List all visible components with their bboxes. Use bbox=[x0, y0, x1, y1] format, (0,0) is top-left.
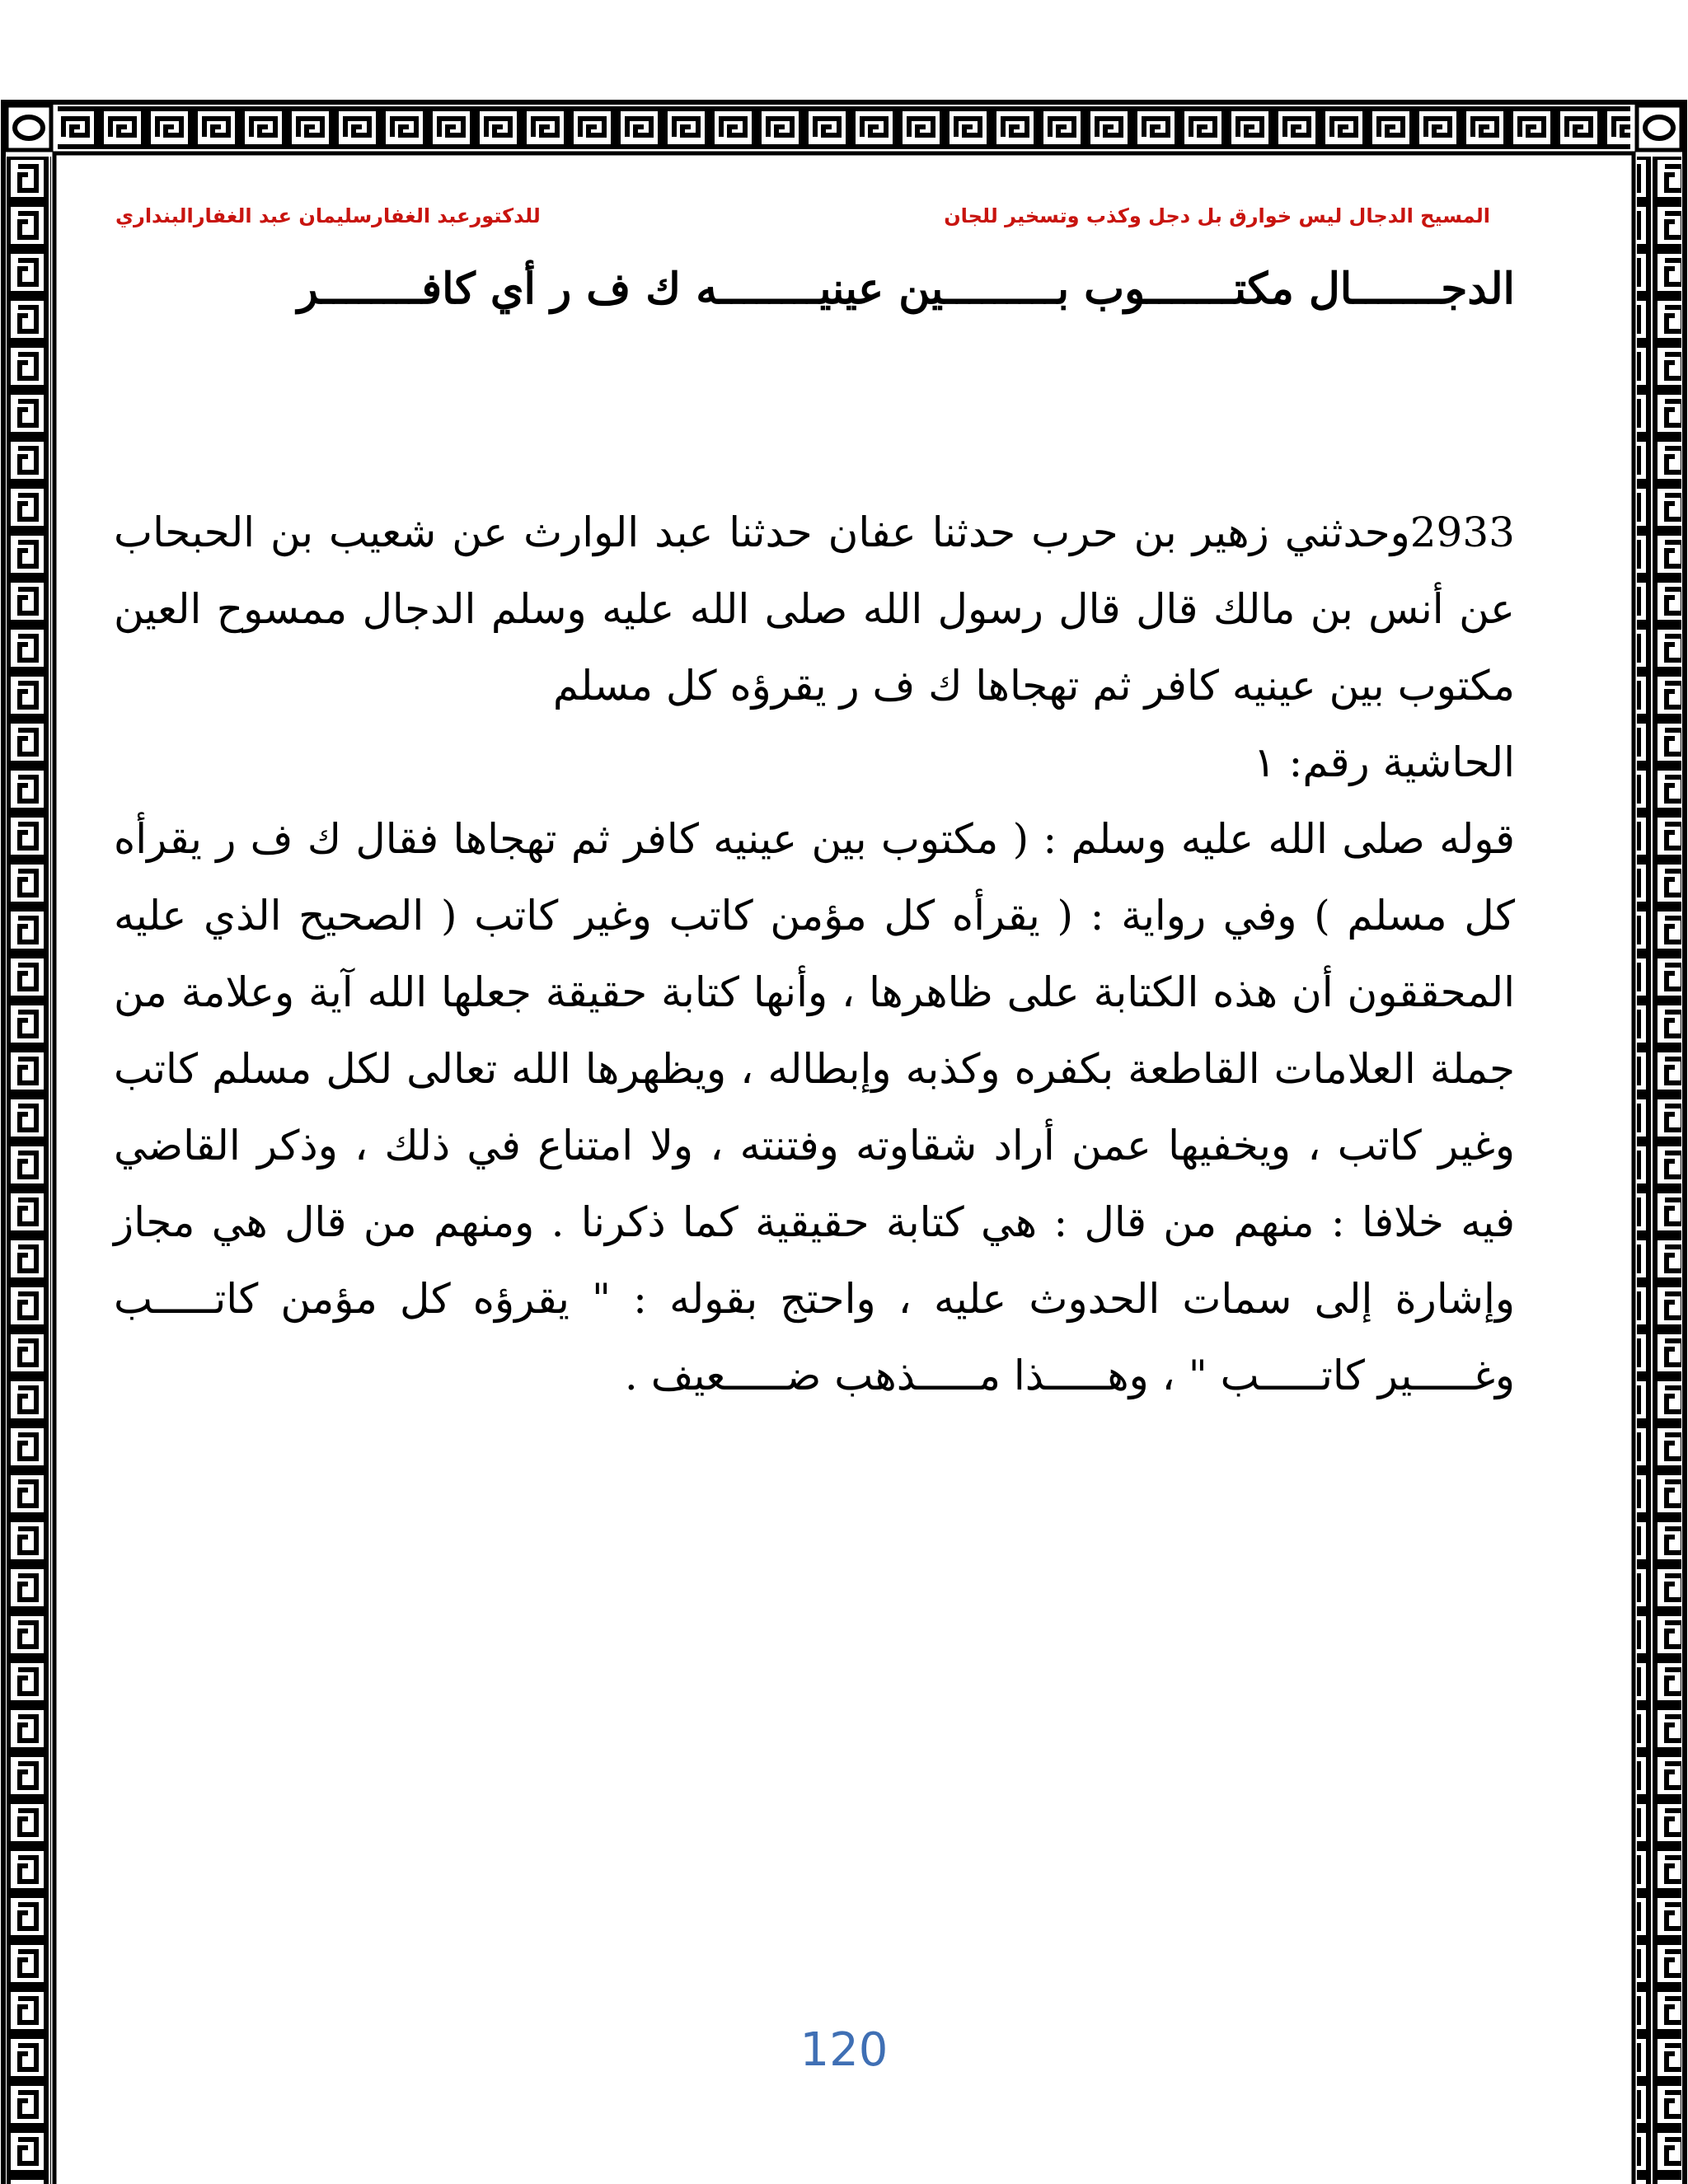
page-number: 120 bbox=[799, 2023, 889, 2077]
footnote-label: الحاشية رقم: ١ bbox=[1253, 738, 1515, 786]
body-text bbox=[114, 494, 1515, 1414]
commentary-paragraph: قوله صلى الله عليه وسلم : ( مكتوب بين عينيه كافر ثم تهجاها فقال ك ف ر يقرأه كل مسلم ) وفي رواية : ( يقرأه كل مؤمن كاتب وغير كاتب ( الصحيح الذي عليه المحققون أن هذه الكتابة على ظاهرها ، وأنها كتابة حقيقة جعلها الله آية وعلامة من جملة العلامات القاطعة بكفره وكذبه وإبطاله ، ويظهرها الله تعالى لكل مسلم كاتب وغير كاتب ، ويخفيها عمن أراد شقاوته وفتنته ، ولا امتناع في ذلك ، وذكر القاضي فيه خلافا : منهم من قال : هي كتابة حقيقية كما ذكرنا . ومنهم من قال هي مجاز وإشارة إلى سمات الحدوث عليه ، واحتج بقوله : " يقرؤه كل مؤمن كاتـــــب وغـــــير كاتـــــب " ، وهـــــذا مـــــذهب ضـــــعيف . bbox=[114, 815, 1515, 1399]
corner-ornament-right bbox=[1637, 105, 1681, 150]
header-book-title: المسيح الدجال ليس خوارق بل دجل وكذب وتسخير للجان bbox=[944, 204, 1490, 227]
corner-ornament-left bbox=[7, 105, 51, 150]
header-author: للدكتورعبد الغفارسليمان عبد الغفارالبنداري bbox=[115, 204, 541, 227]
hadith-paragraph: 2933وحدثني زهير بن حرب حدثنا عفان حدثنا عبد الوارث عن شعيب بن الحبحاب عن أنس بن مالك قال قال رسول الله صلى الله عليه وسلم الدجال ممسوح العين مكتوب بين عينيه كافر ثم تهجاها ك ف ر يقرؤه كل مسلم bbox=[114, 509, 1515, 710]
page-heading: الدجـــــــال مكتـــــــوب بـــــــــين عينيــــــــه ك ف ر أي كافــــــــر bbox=[297, 264, 1515, 314]
